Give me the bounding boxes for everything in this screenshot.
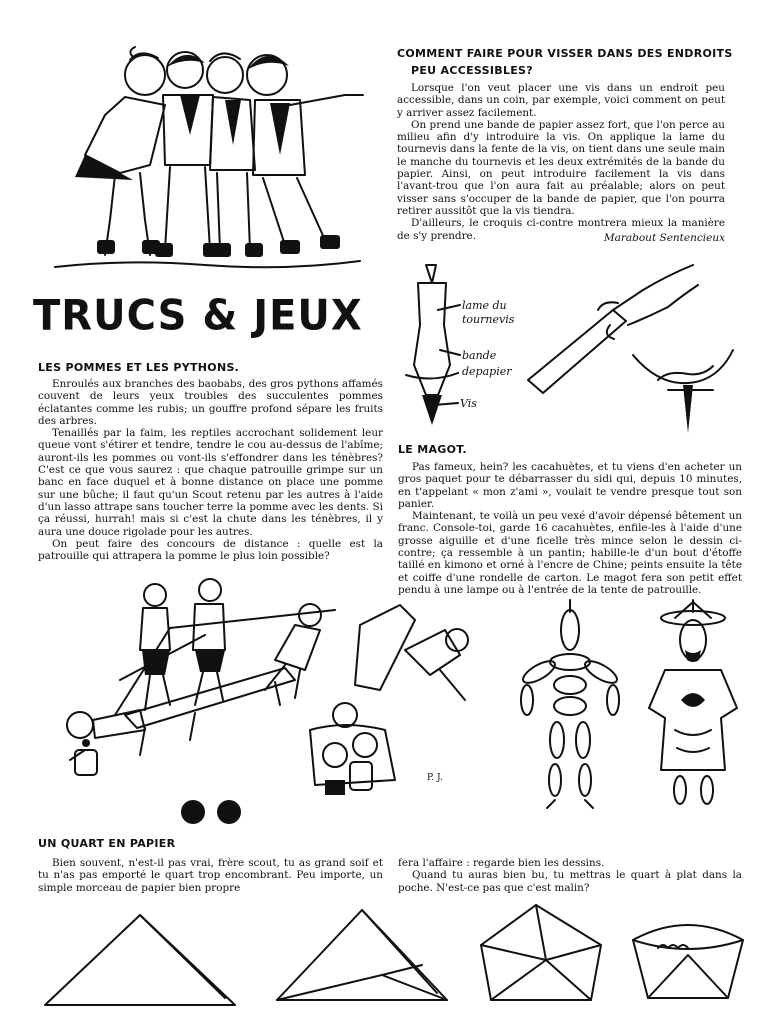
visser-paragraph-2: On prend une bande de papier assez fort, que l'on perce au milieu afin d'y introduire la vis. On applique la lame du tournevis dans la fente de la vis, on tient dans une seule main le manche du tournevis et les deux extrémités de la bande du papier. Ainsi, on peut introduire facilement la vis dans l'avant-trou que l'on aura fait au préalable; alors on peut visser sans s'occuper de la bande de papier, que l'on pourra retirer aussitôt que la vis tiendra. <box>397 118 725 217</box>
scouts-bench-illustration <box>45 580 485 815</box>
label-bande: bande <box>462 349 497 362</box>
quart-paragraph-3: Quand tu auras bien bu, tu mettras le quart à plat dans la poche. N'est-ce pas que c'est malin? <box>398 869 742 894</box>
pommes-paragraph-3: On peut faire des concours de distance : quelle est la patrouille qui attrapera la pomme le plus loin possible? <box>38 537 383 563</box>
separator-dot-right <box>217 800 241 824</box>
pommes-heading: LES POMMES ET LES PYTHONS. <box>38 361 240 374</box>
visser-signature: Marabout Sentencieux <box>603 232 725 244</box>
screwdriver-diagram <box>398 255 738 450</box>
paper-cup-fold-step-2 <box>272 905 452 1005</box>
label-lame: lame du <box>462 299 507 312</box>
magot-heading: LE MAGOT. <box>398 443 467 456</box>
magot-paragraph-1: Pas fameux, hein? les cacahuètes, et tu viens d'en acheter un gros paquet pour te débarrasser du sidi qui, depuis 10 minutes, en t'appelant « mon z'ami », voulait te vendre presque tout son panier. <box>398 461 742 510</box>
pommes-paragraph-2: Tenaillés par la faim, les reptiles accrochant solidement leur queue vont s'étirer et tendre, tendre le cou au-dessus de l'abîme; auront-ils les pommes ou vont-ils s'effondrer dans les ténèbres? C'est ce que vous saurez : que chaque patrouille grimpe sur un banc en face duquel et à bonne distance on place une pomme sur une bûche; il faut qu'un Scout retenu par les autres à l'aide d'un lasso attrape sans toucher terre la pomme avec les dents. Si ça réussi, hurrah! mais si c'est la chute dans les ténèbres, il y aura une douce rigolade pour les autres. <box>38 427 383 538</box>
label-vis: Vis <box>460 397 477 410</box>
paper-cup-fold-step-4 <box>628 910 748 1005</box>
visser-heading-line-1: COMMENT FAIRE POUR VISSER DANS DES ENDROITS <box>397 47 733 60</box>
label-depapier: depapier <box>462 365 512 378</box>
quart-text-col2 <box>398 857 742 894</box>
visser-paragraph-1: Lorsque l'on veut placer une vis dans un endroit peu accessible, dans un coin, par exemple, voici comment on peut y arriver assez facilement. <box>397 82 725 119</box>
pommes-paragraph-1: Enroulés aux branches des baobabs, des gros pythons affamés couvent de leurs yeux troubles des succulentes pommes éclatantes comme les rubis; un gouffre profond sépare les fruits des arbres. <box>38 378 383 427</box>
paper-cup-fold-step-1 <box>40 910 240 1010</box>
quart-heading: UN QUART EN PAPIER <box>38 837 176 850</box>
scouts-group-illustration <box>45 45 370 275</box>
visser-paragraph-3: D'ailleurs, le croquis ci-contre montrera mieux la manière de s'y prendre. <box>397 217 725 242</box>
quart-paragraph-2: fera l'affaire : regarde bien les dessins. <box>398 857 605 869</box>
visser-heading-line-2: PEU ACCESSIBLES? <box>411 64 533 77</box>
magot-text <box>398 461 742 596</box>
illustration-initials: P. J. <box>427 773 443 783</box>
visser-text <box>397 82 725 242</box>
page-title: TRUCS & JEUX <box>33 291 363 341</box>
peanut-puppets-illustration <box>515 600 755 815</box>
quart-paragraph-1: Bien souvent, n'est-il pas vrai, frère scout, tu as grand soif et tu n'as pas emporté le quart trop encombrant. Peu importe, un simple morceau de papier bien propre <box>38 857 383 894</box>
separator-dot-left <box>181 800 205 824</box>
pommes-text <box>38 378 383 562</box>
label-tournevis: tournevis <box>462 313 515 326</box>
magot-paragraph-2: Maintenant, te voilà un peu vexé d'avoir dépensé bêtement un franc. Console-toi, garde 16 cacahuètes, enfile-les à l'aide d'une grosse aiguille et d'une ficelle très mince selon le dessin ci-contre; ça ressemble à un pantin; habille-le d'un bout d'étoffe taillé en kimono et orné à l'encre de Chine; peints ensuite la tête et coiffe d'une rondelle de carton. Le magot fera son petit effet pendu à une lampe ou à l'entrée de la tente de patrouille. <box>398 510 742 596</box>
paper-cup-fold-step-3 <box>476 905 616 1005</box>
quart-text-col1 <box>38 857 383 894</box>
